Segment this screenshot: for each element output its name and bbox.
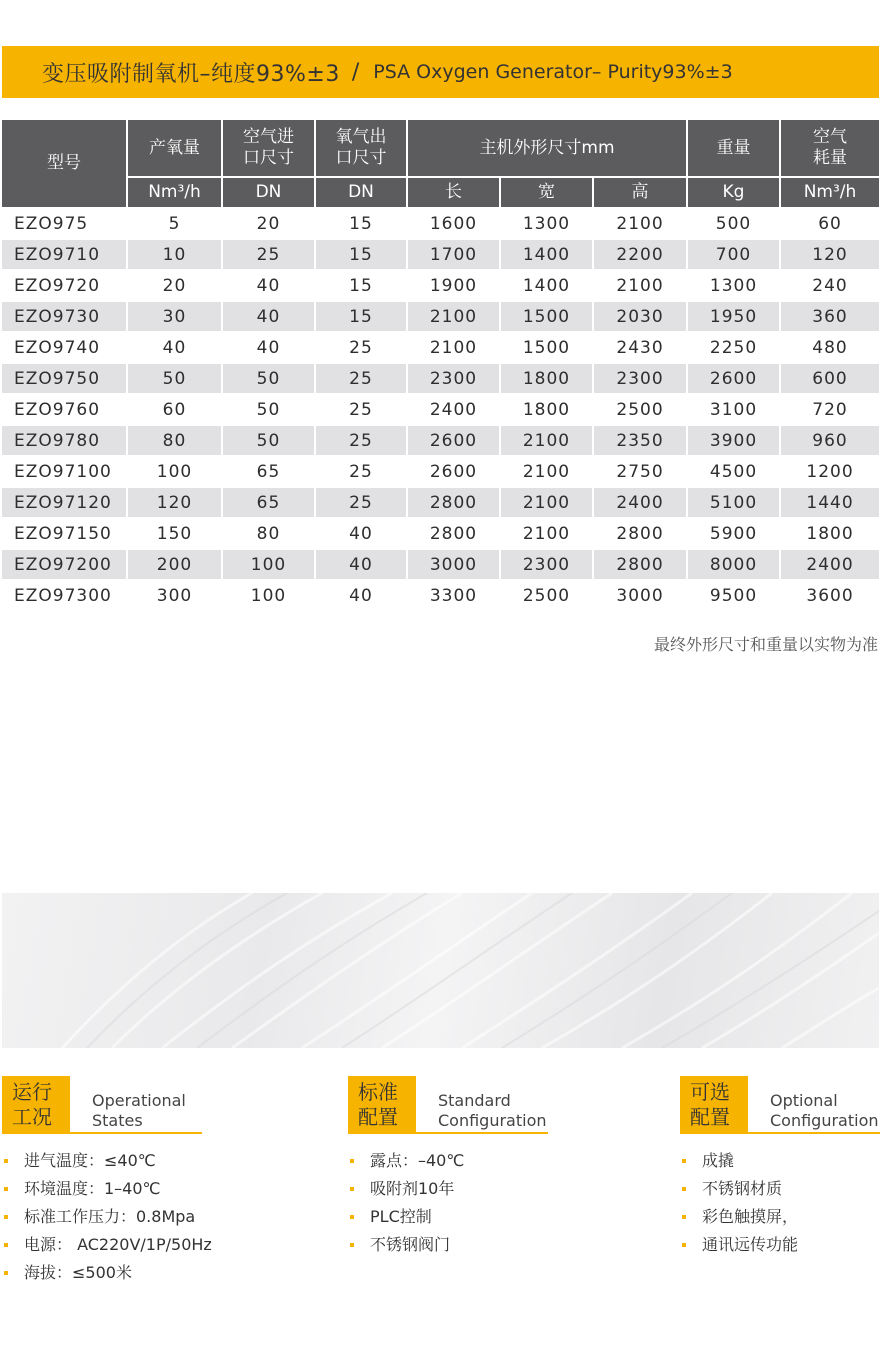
table-cell: 25 (316, 364, 408, 395)
table-cell: 1440 (781, 488, 879, 519)
title-en: PSA Oxygen Generator– Purity93%±3 (373, 61, 733, 83)
unit-output: Nm³/h (128, 178, 223, 209)
table-row (2, 457, 879, 488)
table-cell: 60 (781, 209, 879, 240)
table-cell: 15 (316, 271, 408, 302)
list-item: 彩色触摸屏， (680, 1206, 798, 1234)
table-cell: 30 (128, 302, 223, 333)
table-cell: 3900 (688, 426, 781, 457)
table-cell: 1200 (781, 457, 879, 488)
cell-model: EZO975 (2, 209, 128, 240)
table-cell: 2100 (594, 271, 688, 302)
list-item: 海拔：≤500米 (2, 1262, 212, 1290)
table-cell: 1500 (501, 302, 594, 333)
list-item: 成撬 (680, 1150, 798, 1178)
table-cell: 500 (688, 209, 781, 240)
table-cell: 240 (781, 271, 879, 302)
header-dimensions: 主机外形尺寸mm (408, 120, 688, 178)
cell-model: EZO97120 (2, 488, 128, 519)
table-cell: 1300 (501, 209, 594, 240)
table-cell: 15 (316, 209, 408, 240)
section-badge: 标准 配置 (348, 1076, 416, 1134)
table-cell: 15 (316, 302, 408, 333)
title-banner (2, 46, 879, 98)
table-cell: 5 (128, 209, 223, 240)
cell-model: EZO9740 (2, 333, 128, 364)
title-separator: / (351, 59, 360, 85)
table-cell: 20 (223, 209, 316, 240)
table-cell: 2250 (688, 333, 781, 364)
table-cell: 1800 (781, 519, 879, 550)
section-title-en: Optional Configuration (770, 1091, 879, 1130)
title-cn: 变压吸附制氧机–纯度93%±3 (42, 61, 340, 87)
table-cell: 1400 (501, 271, 594, 302)
table-cell: 100 (223, 550, 316, 581)
table-row (2, 302, 879, 333)
table-cell: 2300 (408, 364, 501, 395)
footnote: 最终外形尺寸和重量以实物为准 (653, 635, 878, 654)
list-item: 标准工作压力：0.8Mpa (2, 1206, 212, 1234)
header-weight: 重量 (688, 120, 781, 178)
unit-width: 宽 (501, 178, 594, 209)
cell-model: EZO9760 (2, 395, 128, 426)
spec-table-body (2, 209, 879, 612)
table-cell: 2300 (594, 364, 688, 395)
section-underline (348, 1132, 548, 1134)
table-cell: 2600 (408, 457, 501, 488)
table-cell: 2800 (408, 519, 501, 550)
table-cell: 9500 (688, 581, 781, 612)
table-cell: 2030 (594, 302, 688, 333)
table-cell: 4500 (688, 457, 781, 488)
table-cell: 50 (223, 426, 316, 457)
spec-table (2, 120, 879, 612)
table-cell: 2800 (408, 488, 501, 519)
header-oxy-outlet: 氧气出 口尺寸 (316, 120, 408, 178)
table-row (2, 581, 879, 612)
table-cell: 40 (223, 302, 316, 333)
table-cell: 2500 (594, 395, 688, 426)
table-cell: 120 (128, 488, 223, 519)
table-row (2, 395, 879, 426)
unit-air-consume: Nm³/h (781, 178, 879, 209)
table-cell: 20 (128, 271, 223, 302)
table-cell: 50 (223, 364, 316, 395)
table-cell: 25 (316, 333, 408, 364)
table-cell: 360 (781, 302, 879, 333)
table-cell: 2800 (594, 519, 688, 550)
table-cell: 10 (128, 240, 223, 271)
table-cell: 720 (781, 395, 879, 426)
table-cell: 40 (223, 333, 316, 364)
list-item: 环境温度：1–40℃ (2, 1178, 212, 1206)
table-cell: 2800 (594, 550, 688, 581)
table-cell: 1400 (501, 240, 594, 271)
section-badge: 可选 配置 (680, 1076, 748, 1134)
table-cell: 2430 (594, 333, 688, 364)
table-cell: 3000 (594, 581, 688, 612)
cell-model: EZO9780 (2, 426, 128, 457)
table-cell: 3000 (408, 550, 501, 581)
table-cell: 25 (316, 457, 408, 488)
cell-model: EZO9730 (2, 302, 128, 333)
table-cell: 100 (128, 457, 223, 488)
table-cell: 2100 (501, 488, 594, 519)
header-air-inlet: 空气进 口尺寸 (223, 120, 316, 178)
list-item: 露点：–40℃ (348, 1150, 464, 1178)
cell-model: EZO97150 (2, 519, 128, 550)
table-cell: 1800 (501, 395, 594, 426)
list-item: 通讯远传功能 (680, 1234, 798, 1262)
table-cell: 120 (781, 240, 879, 271)
table-cell: 2100 (501, 457, 594, 488)
table-cell: 2100 (501, 426, 594, 457)
table-cell: 2750 (594, 457, 688, 488)
table-cell: 2400 (408, 395, 501, 426)
table-cell: 2100 (408, 333, 501, 364)
table-cell: 2100 (594, 209, 688, 240)
unit-oxy-outlet: DN (316, 178, 408, 209)
table-cell: 2300 (501, 550, 594, 581)
table-row (2, 519, 879, 550)
table-cell: 2600 (688, 364, 781, 395)
unit-weight: Kg (688, 178, 781, 209)
unit-length: 长 (408, 178, 501, 209)
list-item: 进气温度：≤40℃ (2, 1150, 212, 1178)
table-cell: 700 (688, 240, 781, 271)
texture-lines (2, 893, 879, 1048)
table-cell: 40 (316, 550, 408, 581)
unit-air-inlet: DN (223, 178, 316, 209)
table-row (2, 426, 879, 457)
table-cell: 40 (316, 519, 408, 550)
table-cell: 1800 (501, 364, 594, 395)
table-cell: 65 (223, 457, 316, 488)
list-item: 不锈钢材质 (680, 1178, 798, 1206)
table-cell: 25 (223, 240, 316, 271)
table-cell: 25 (316, 488, 408, 519)
table-cell: 5100 (688, 488, 781, 519)
table-cell: 300 (128, 581, 223, 612)
table-row (2, 488, 879, 519)
table-row (2, 333, 879, 364)
table-row (2, 209, 879, 240)
section-badge: 运行 工况 (2, 1076, 70, 1134)
list-item: PLC控制 (348, 1206, 464, 1234)
section-list (348, 1150, 464, 1262)
section-underline (2, 1132, 202, 1134)
list-item: 电源： AC220V/1P/50Hz (2, 1234, 212, 1262)
table-cell: 2400 (594, 488, 688, 519)
table-cell: 200 (128, 550, 223, 581)
table-cell: 1500 (501, 333, 594, 364)
table-cell: 1950 (688, 302, 781, 333)
table-cell: 150 (128, 519, 223, 550)
table-cell: 1300 (688, 271, 781, 302)
table-cell: 2200 (594, 240, 688, 271)
table-cell: 80 (223, 519, 316, 550)
table-cell: 100 (223, 581, 316, 612)
table-cell: 3100 (688, 395, 781, 426)
decorative-texture-band (2, 893, 879, 1048)
table-cell: 50 (223, 395, 316, 426)
table-cell: 1600 (408, 209, 501, 240)
table-cell: 2350 (594, 426, 688, 457)
table-cell: 80 (128, 426, 223, 457)
table-cell: 2100 (408, 302, 501, 333)
table-row (2, 271, 879, 302)
list-item: 吸附剂10年 (348, 1178, 464, 1206)
cell-model: EZO97200 (2, 550, 128, 581)
table-cell: 25 (316, 395, 408, 426)
table-cell: 1700 (408, 240, 501, 271)
cell-model: EZO9750 (2, 364, 128, 395)
table-cell: 2100 (501, 519, 594, 550)
cell-model: EZO97300 (2, 581, 128, 612)
header-model: 型号 (2, 120, 128, 209)
table-cell: 2500 (501, 581, 594, 612)
table-row (2, 550, 879, 581)
table-cell: 25 (316, 426, 408, 457)
table-cell: 65 (223, 488, 316, 519)
table-cell: 60 (128, 395, 223, 426)
table-cell: 5900 (688, 519, 781, 550)
section-title-en: Standard Configuration (438, 1091, 547, 1130)
cell-model: EZO9710 (2, 240, 128, 271)
table-cell: 2400 (781, 550, 879, 581)
cell-model: EZO97100 (2, 457, 128, 488)
table-cell: 1900 (408, 271, 501, 302)
table-row (2, 364, 879, 395)
header-output: 产氧量 (128, 120, 223, 178)
section-list (2, 1150, 212, 1290)
table-cell: 600 (781, 364, 879, 395)
table-cell: 40 (128, 333, 223, 364)
table-row (2, 240, 879, 271)
section-underline (680, 1132, 880, 1134)
section-list (680, 1150, 798, 1262)
header-air-consume: 空气 耗量 (781, 120, 879, 178)
table-cell: 480 (781, 333, 879, 364)
table-cell: 50 (128, 364, 223, 395)
section-title-en: Operational States (92, 1091, 186, 1130)
table-cell: 3300 (408, 581, 501, 612)
table-cell: 40 (316, 581, 408, 612)
cell-model: EZO9720 (2, 271, 128, 302)
list-item: 不锈钢阀门 (348, 1234, 464, 1262)
table-cell: 15 (316, 240, 408, 271)
table-cell: 2600 (408, 426, 501, 457)
table-cell: 8000 (688, 550, 781, 581)
table-cell: 3600 (781, 581, 879, 612)
table-cell: 960 (781, 426, 879, 457)
table-cell: 40 (223, 271, 316, 302)
unit-height: 高 (594, 178, 688, 209)
